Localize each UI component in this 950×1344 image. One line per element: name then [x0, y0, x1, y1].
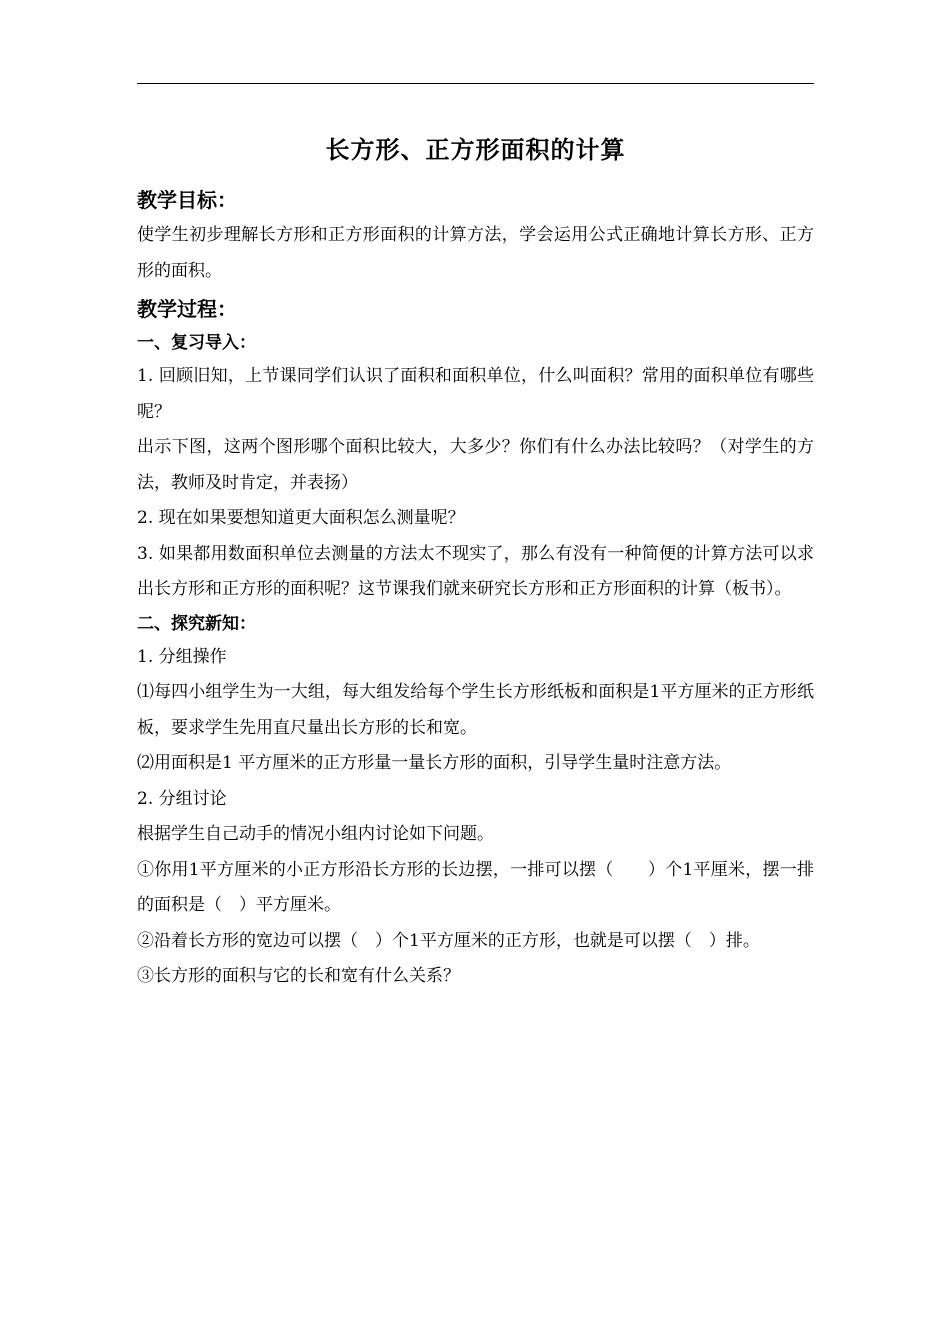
- explore-paragraph-8: ③长方形的面积与它的长和宽有什么关系？: [137, 966, 460, 986]
- process-heading: 教学过程：: [137, 297, 237, 321]
- header-rule: [137, 83, 814, 84]
- review-paragraph-4: 3. 如果都用数面积单位去测量的方法太不现实了，那么有没有一种简便的计算方法可以求出长方形和正方形的面积呢？这节课我们就来研究长方形和正方形面积的计算（板书）。: [137, 543, 814, 599]
- document-body: [137, 184, 814, 995]
- explore-heading: 二、探究新知：: [137, 613, 256, 634]
- explore-paragraph-3: ⑵用面积是1 平方厘米的正方形量一量长方形的面积，引导学生量时注意方法。: [137, 753, 732, 773]
- explore-paragraph-6: ①你用1平方厘米的小正方形沿长方形的长边摆，一排可以摆（ ）个1平厘米，摆一排的面积是（ ）平方厘米。: [137, 859, 814, 915]
- review-paragraph-3: 2. 现在如果要想知道更大面积怎么测量呢？: [137, 508, 465, 528]
- review-paragraph-2: 出示下图，这两个图形哪个面积比较大，大多少？你们有什么办法比较吗？（对学生的方法，教师及时肯定，并表扬）: [137, 437, 814, 493]
- explore-paragraph-7: ②沿着长方形的宽边可以摆（ ）个1平方厘米的正方形，也就是可以摆（ ）排。: [137, 930, 760, 951]
- document-title: 长方形、正方形面积的计算: [325, 136, 626, 164]
- explore-paragraph-1: 1. 分组操作: [137, 646, 227, 667]
- document-page: [137, 0, 814, 1344]
- goal-text: 使学生初步理解长方形和正方形面积的计算方法，学会运用公式正确地计算长方形、正方形的面积。: [137, 225, 814, 281]
- review-heading: 一、复习导入：: [137, 333, 256, 353]
- review-paragraph-1: 1. 回顾旧知，上节课同学们认识了面积和面积单位，什么叫面积？常用的面积单位有哪些呢？: [137, 366, 814, 422]
- goal-heading: 教学目标：: [137, 188, 237, 212]
- explore-paragraph-5: 根据学生自己动手的情况小组内讨论如下问题。: [137, 824, 494, 844]
- explore-paragraph-2: ⑴每四小组学生为一大组，每大组发给每个学生长方形纸板和面积是1平方厘米的正方形纸板，要求学生先用直尺量出长方形的长和宽。: [137, 682, 814, 738]
- explore-paragraph-4: 2. 分组讨论: [137, 788, 227, 809]
